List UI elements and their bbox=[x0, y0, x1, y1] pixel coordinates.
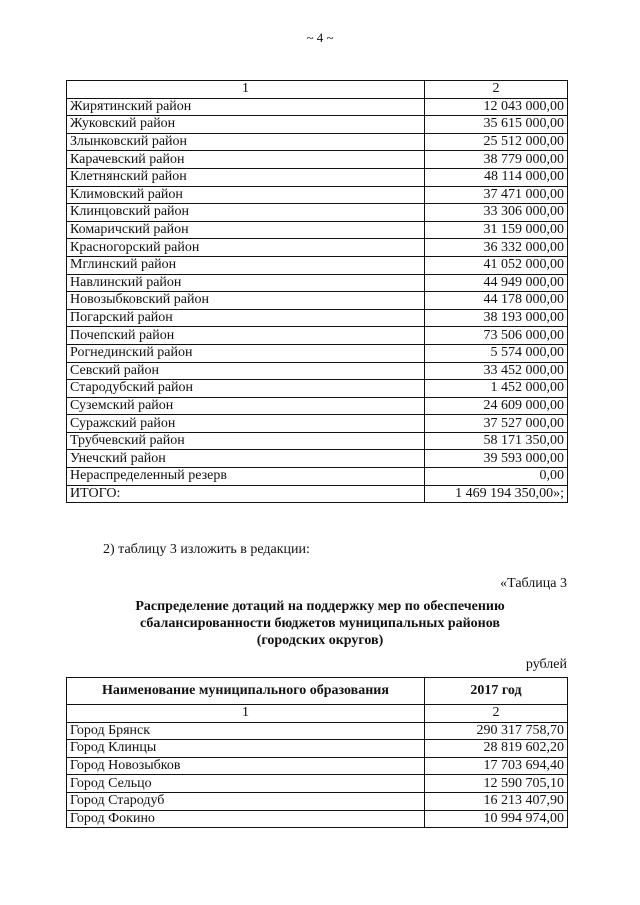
column-number: 2 bbox=[425, 705, 568, 723]
row-amount: 44 178 000,00 bbox=[425, 292, 568, 310]
column-number: 2 bbox=[425, 81, 568, 99]
column-header-year: 2017 год bbox=[425, 678, 568, 705]
header-row bbox=[67, 678, 568, 705]
cities-table bbox=[66, 677, 568, 828]
row-name: Суражский район bbox=[67, 415, 425, 433]
table-row bbox=[67, 186, 568, 204]
table-row bbox=[67, 432, 568, 450]
column-number-row bbox=[67, 705, 568, 723]
row-name: Жирятинский район bbox=[67, 98, 425, 116]
row-amount: 5 574 000,00 bbox=[425, 344, 568, 362]
row-amount: 58 171 350,00 bbox=[425, 432, 568, 450]
row-amount: 44 949 000,00 bbox=[425, 274, 568, 292]
row-amount: 33 306 000,00 bbox=[425, 204, 568, 222]
table-row bbox=[67, 397, 568, 415]
row-name: Севский район bbox=[67, 362, 425, 380]
table-row bbox=[67, 168, 568, 186]
row-amount: 28 819 602,20 bbox=[425, 740, 568, 758]
row-amount: 17 703 694,40 bbox=[425, 757, 568, 775]
row-amount: 25 512 000,00 bbox=[425, 133, 568, 151]
row-name: Город Стародуб bbox=[67, 792, 425, 810]
row-name: Суземский район bbox=[67, 397, 425, 415]
table-row bbox=[67, 344, 568, 362]
table-row bbox=[67, 810, 568, 828]
row-amount: 38 779 000,00 bbox=[425, 151, 568, 169]
column-number: 1 bbox=[67, 81, 425, 99]
row-name: Клинцовский район bbox=[67, 204, 425, 222]
table-row bbox=[67, 98, 568, 116]
unit-label: рублей bbox=[525, 657, 567, 672]
table-row bbox=[67, 415, 568, 433]
row-amount: 24 609 000,00 bbox=[425, 397, 568, 415]
row-amount: 36 332 000,00 bbox=[425, 239, 568, 257]
table-title-line: (городских округов) bbox=[256, 633, 384, 648]
table-row bbox=[67, 274, 568, 292]
row-amount: 33 452 000,00 bbox=[425, 362, 568, 380]
row-amount: 37 471 000,00 bbox=[425, 186, 568, 204]
table-row bbox=[67, 450, 568, 468]
row-amount: 48 114 000,00 bbox=[425, 168, 568, 186]
row-amount: 41 052 000,00 bbox=[425, 256, 568, 274]
row-amount: 16 213 407,90 bbox=[425, 792, 568, 810]
table-row bbox=[67, 362, 568, 380]
row-amount: 10 994 974,00 bbox=[425, 810, 568, 828]
column-header-name: Наименование муниципального образования bbox=[67, 678, 425, 705]
table-title bbox=[0, 598, 640, 649]
row-name: Нераспределенный резерв bbox=[67, 468, 425, 486]
table-title-line: Распределение дотаций на поддержку мер по обеспечению bbox=[135, 599, 505, 614]
table-row bbox=[67, 380, 568, 398]
table-row bbox=[67, 722, 568, 740]
row-amount: 35 615 000,00 bbox=[425, 116, 568, 134]
districts-table bbox=[66, 80, 568, 503]
row-amount: 73 506 000,00 bbox=[425, 327, 568, 345]
row-amount: 12 590 705,10 bbox=[425, 775, 568, 793]
row-name: Стародубский район bbox=[67, 380, 425, 398]
row-name: ИТОГО: bbox=[67, 485, 425, 503]
row-name: Комаричский район bbox=[67, 221, 425, 239]
row-amount: 1 469 194 350,00»; bbox=[425, 485, 568, 503]
row-name: Новозыбковский район bbox=[67, 292, 425, 310]
table-row bbox=[67, 116, 568, 134]
row-amount: 39 593 000,00 bbox=[425, 450, 568, 468]
row-amount: 1 452 000,00 bbox=[425, 380, 568, 398]
row-name: Город Фокино bbox=[67, 810, 425, 828]
row-name: Климовский район bbox=[67, 186, 425, 204]
row-name: Почепский район bbox=[67, 327, 425, 345]
row-amount: 31 159 000,00 bbox=[425, 221, 568, 239]
row-amount: 290 317 758,70 bbox=[425, 722, 568, 740]
table-row bbox=[67, 468, 568, 486]
page-number: ~ 4 ~ bbox=[306, 30, 334, 45]
table-row bbox=[67, 204, 568, 222]
table-row bbox=[67, 151, 568, 169]
table-row bbox=[67, 792, 568, 810]
row-name: Погарский район bbox=[67, 309, 425, 327]
table-row bbox=[67, 757, 568, 775]
row-name: Навлинский район bbox=[67, 274, 425, 292]
table-row bbox=[67, 327, 568, 345]
table-row bbox=[67, 133, 568, 151]
table-row bbox=[67, 256, 568, 274]
row-name: Злынковский район bbox=[67, 133, 425, 151]
row-name: Город Новозыбков bbox=[67, 757, 425, 775]
row-amount: 0,00 bbox=[425, 468, 568, 486]
table-row bbox=[67, 239, 568, 257]
column-number: 1 bbox=[67, 705, 425, 723]
row-amount: 12 043 000,00 bbox=[425, 98, 568, 116]
row-name: Рогнединский район bbox=[67, 344, 425, 362]
table-row bbox=[67, 292, 568, 310]
column-number-row bbox=[67, 81, 568, 99]
table-row bbox=[67, 485, 568, 503]
row-name: Красногорский район bbox=[67, 239, 425, 257]
row-name: Унечский район bbox=[67, 450, 425, 468]
table-row bbox=[67, 740, 568, 758]
row-name: Мглинский район bbox=[67, 256, 425, 274]
row-name: Город Брянск bbox=[67, 722, 425, 740]
table-row bbox=[67, 775, 568, 793]
row-amount: 37 527 000,00 bbox=[425, 415, 568, 433]
table-row bbox=[67, 221, 568, 239]
row-name: Клетнянский район bbox=[67, 168, 425, 186]
table-row bbox=[67, 309, 568, 327]
row-name: Трубчевский район bbox=[67, 432, 425, 450]
row-name: Город Клинцы bbox=[67, 740, 425, 758]
table-caption: «Таблица 3 bbox=[500, 576, 567, 591]
row-name: Город Сельцо bbox=[67, 775, 425, 793]
row-name: Карачевский район bbox=[67, 151, 425, 169]
row-name: Жуковский район bbox=[67, 116, 425, 134]
row-amount: 38 193 000,00 bbox=[425, 309, 568, 327]
table-title-line: сбалансированности бюджетов муниципальных районов bbox=[140, 616, 500, 631]
instruction-text: 2) таблицу 3 изложить в редакции: bbox=[103, 542, 310, 557]
